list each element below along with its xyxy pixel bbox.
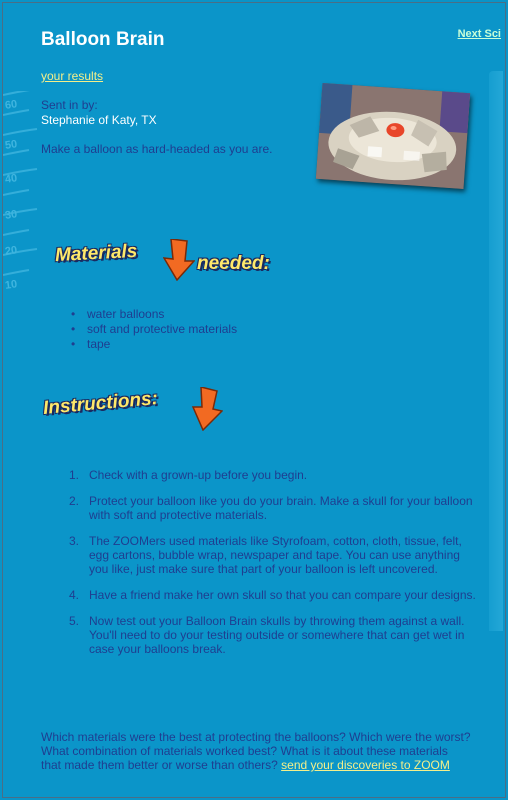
ruler-number: 50 <box>4 138 19 152</box>
project-description: Make a balloon as hard-headed as you are. <box>41 142 273 156</box>
down-arrow-icon <box>191 387 223 431</box>
step-text: Now test out your Balloon Brain skulls by throwing them against a wall. You'll need to do your testing outside or somewhere that can get wet in case your balloons break. <box>89 614 465 656</box>
list-item <box>69 468 479 482</box>
sent-in-label: Sent in by: <box>41 98 98 112</box>
materials-heading-left: Materials <box>54 240 138 267</box>
ruler-number: 40 <box>4 172 19 186</box>
materials-heading <box>55 239 295 283</box>
step-number: 5. <box>69 614 80 628</box>
ruler-number: 20 <box>4 244 19 258</box>
list-item <box>69 588 479 602</box>
ruler-number: 60 <box>4 98 19 112</box>
send-discoveries-link[interactable]: send your discoveries to ZOOM <box>281 758 450 772</box>
closing-paragraph <box>41 730 471 772</box>
step-text: Check with a grown-up before you begin. <box>89 468 308 482</box>
closing-text: Which materials were the best at protecting the balloons? Which were the worst? What combination of materials worked best? What is it about these materials that made them better or worse than others? <box>41 730 471 772</box>
right-ruler-decoration <box>489 71 503 631</box>
project-photo <box>316 83 470 189</box>
materials-heading-right: needed: <box>197 253 270 274</box>
step-number: 4. <box>69 588 80 602</box>
author-name: Stephanie of Katy, TX <box>41 113 157 127</box>
materials-list <box>87 307 237 352</box>
step-text: Protect your balloon like you do your brain. Make a skull for your balloon with soft and protective materials. <box>89 494 473 522</box>
your-results-link[interactable]: your results <box>41 69 104 83</box>
ruler-decoration <box>3 91 43 301</box>
page-title: Balloon Brain <box>41 29 165 50</box>
ruler-number: 30 <box>4 208 19 222</box>
next-science-link[interactable]: Next Sci <box>457 28 501 40</box>
list-item <box>69 534 479 576</box>
list-item: • tape <box>87 337 237 352</box>
instructions-list <box>69 468 479 668</box>
step-text: Have a friend make her own skull so that you can compare your designs. <box>89 588 476 602</box>
list-item: • soft and protective materials <box>87 322 237 337</box>
page-frame <box>2 2 506 798</box>
instructions-heading <box>43 387 243 439</box>
list-item <box>69 614 479 656</box>
ruler-number: 10 <box>4 278 19 292</box>
step-text: The ZOOMers used materials like Styrofoam, cotton, cloth, tissue, felt, egg cartons, bubble wrap, newspaper and tape. You can use anything you like, just make sure that part of your balloon is left uncovered. <box>89 534 462 576</box>
list-item: • water balloons <box>87 307 237 322</box>
instructions-heading-text: Instructions: <box>42 388 159 419</box>
step-number: 2. <box>69 494 80 508</box>
list-item <box>69 494 479 522</box>
down-arrow-icon <box>163 239 195 281</box>
step-number: 3. <box>69 534 80 548</box>
step-number: 1. <box>69 468 80 482</box>
